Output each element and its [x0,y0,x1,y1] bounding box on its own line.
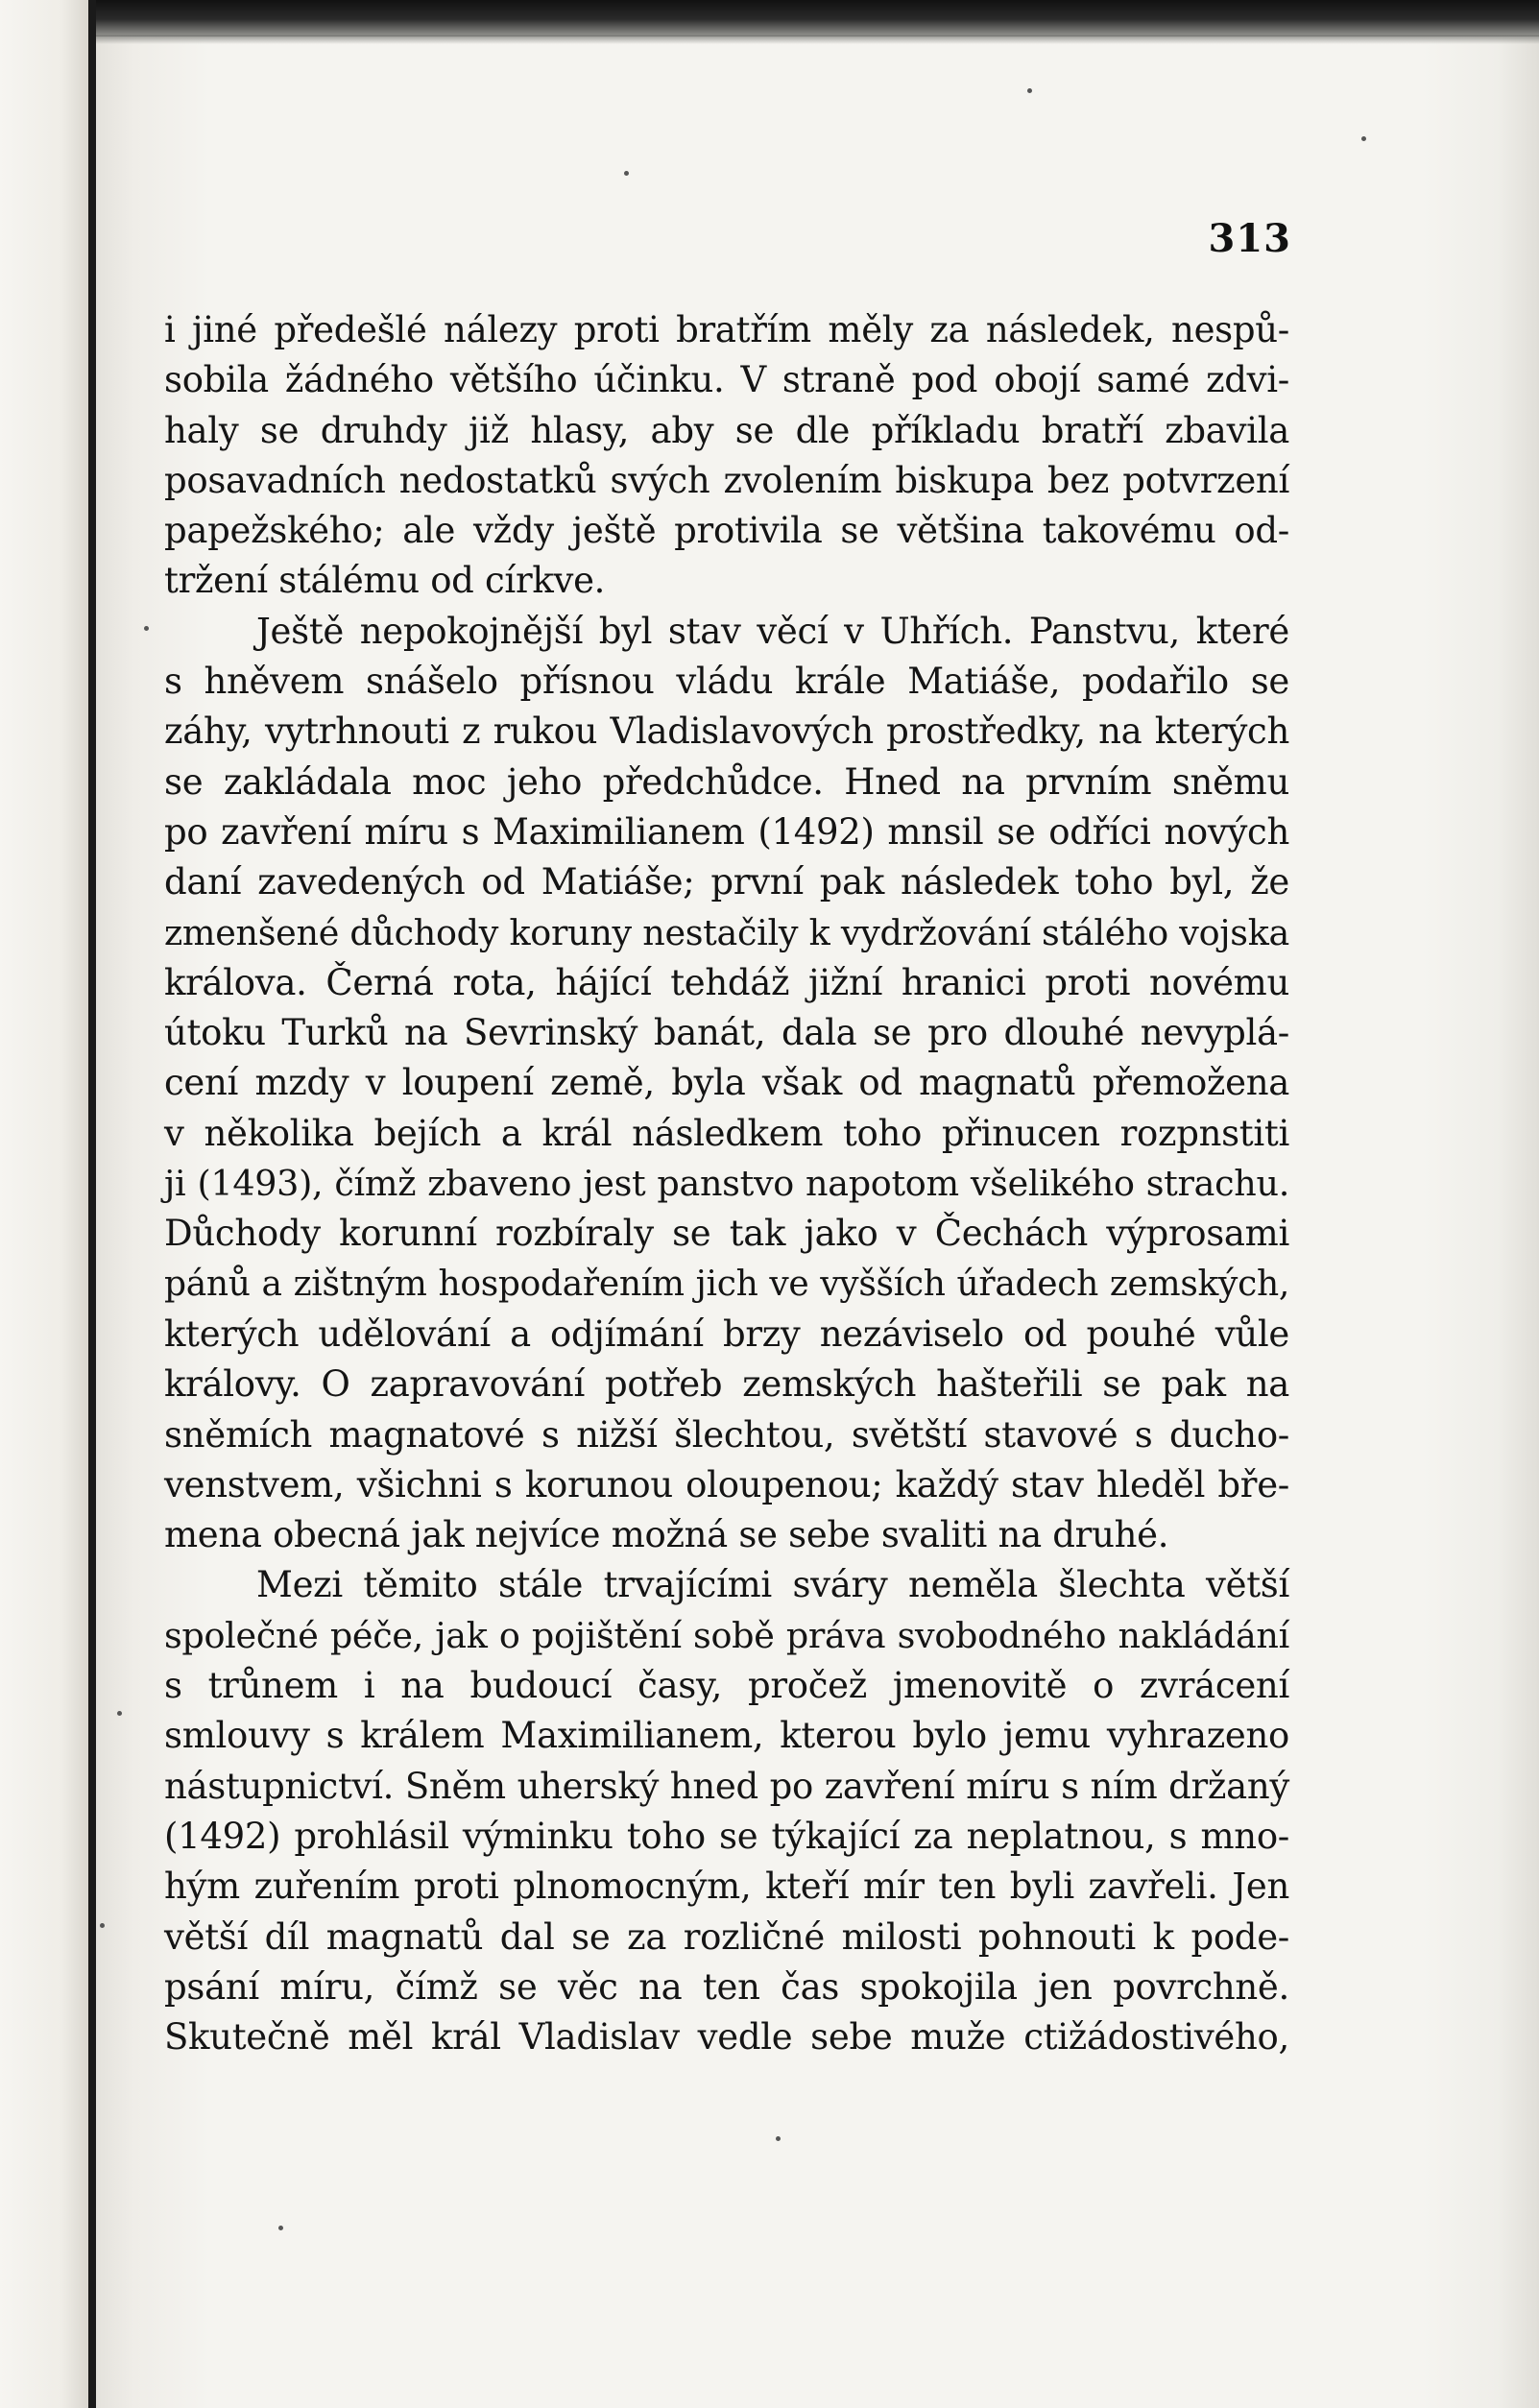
text-line: královy. O zapravování potřeb zemských hašteřili se pak na [164,1363,1289,1406]
text-line: s trůnem i na budoucí časy, pročež jmenovitě o zvrácení [164,1665,1289,1707]
text-line: se zakládala moc jeho předchůdce. Hned na prvním sněmu [164,760,1289,803]
text-line: záhy, vytrhnouti z rukou Vladislavových prostředky, na kterých [164,710,1289,753]
text-line: haly se druhdy již hlasy, aby se dle příkladu bratří zbavila [164,409,1289,451]
text-line: mena obecná jak nejvíce možná se sebe svaliti na druhé. [164,1514,1169,1556]
scan-speck [1027,88,1032,93]
body-text [164,305,1289,2062]
text-line: papežského; ale vždy ještě protivila se většina takovému od- [164,510,1289,552]
text-line: útoku Turků na Sevrinský banát, dala se pro dlouhé nevyplá- [164,1012,1289,1054]
text-line: s hněvem snášelo přísnou vládu krále Matiáše, podařilo se [164,661,1289,703]
text-line: daní zavedených od Matiáše; první pak následek toho byl, že [164,861,1289,903]
text-line: sobila žádného většího účinku. V straně pod obojí samé zdvi- [164,359,1289,401]
text-line: Mezi těmito stále trvajícími sváry neměla šlechta větší [256,1564,1289,1606]
page-number: 313 [1208,216,1291,261]
text-line: ji (1493), čímž zbaveno jest panstvo napotom všelikého strachu. [164,1163,1289,1205]
text-line: hým zuřením proti plnomocným, kteří mír ten byli zavřeli. Jen [164,1866,1289,1908]
text-line: cení mzdy v loupení země, byla však od magnatů přemožena [164,1062,1289,1104]
text-line: psání míru, čímž se věc na ten čas spokojila jen povrchně. [164,1965,1289,2008]
text-line: smlouvy s králem Maximilianem, kterou bylo jemu vyhrazeno [164,1715,1289,1757]
text-line: společné péče, jak o pojištění sobě práva svobodného nakládání [164,1614,1289,1656]
scan-speck [1361,136,1366,141]
text-line: (1492) prohlásil výminku toho se týkající za neplatnou, s mno- [164,1815,1289,1857]
text-line: sněmích magnatové s nižší šlechtou, světští stavové s ducho- [164,1413,1289,1456]
text-line: nástupnictví. Sněm uherský hned po zavření míru s ním držaný [164,1765,1289,1807]
text-line: králova. Černá rota, hájící tehdáž jižní hranici proti novému [164,961,1289,1003]
text-line: kterých udělování a odjímání brzy nezáviselo od pouhé vůle [164,1312,1289,1355]
scan-speck [117,1711,122,1716]
text-line: tržení stálému od církve. [164,560,606,602]
scan-speck [624,171,629,176]
scan-speck [144,626,149,631]
text-line: Ještě nepokojnější byl stav věcí v Uhřích. Panstvu, které [256,610,1289,652]
text-line: pánů a zištným hospodařením jich ve vyšších úřadech zemských, [164,1264,1289,1304]
previous-page-edge [0,0,88,2408]
text-line: posavadních nedostatků svých zvolením biskupa bez potvrzení [164,459,1289,501]
text-line: zmenšené důchody koruny nestačily k vydržování stálého vojska [164,911,1289,953]
text-line: venstvem, všichni s korunou oloupenou; každý stav hleděl bře- [164,1463,1289,1505]
text-line: Důchody korunní rozbíraly se tak jako v Čechách výprosami [164,1213,1289,1255]
text-line: Skutečně měl král Vladislav vedle sebe muže ctižádostivého, [164,2016,1289,2059]
scan-top-shadow [96,0,1539,44]
scan-speck [776,2136,781,2141]
text-line: v několika bejích a král následkem toho přinucen rozpnstiti [164,1112,1289,1154]
scan-speck [278,2226,283,2230]
text-line: po zavření míru s Maximilianem (1492) mnsil se odříci nových [164,810,1289,853]
text-line: větší díl magnatů dal se za rozličné milosti pohnouti k pode- [164,1915,1289,1958]
text-line: i jiné předešlé nálezy proti bratřím měly za následek, nespů- [164,309,1289,350]
scan-speck [100,1923,105,1928]
